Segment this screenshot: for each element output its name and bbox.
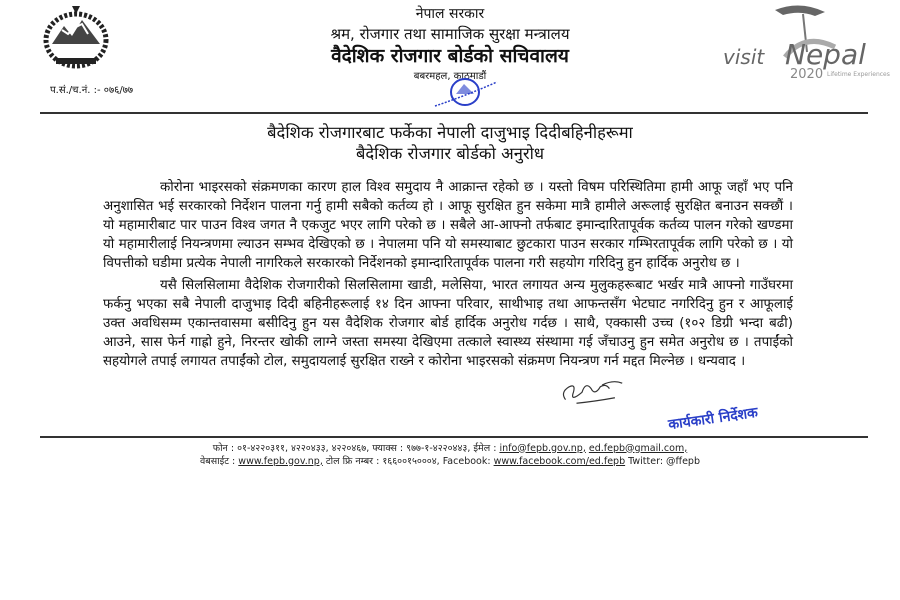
- paragraph-line: अनुरोध गर्दछ । साथै, एक्कासी उच्च (१०२ डिग्री भन्दा बढी) आउने, सास फेर्न गाह्रो: [103, 316, 793, 350]
- svg-text:2020: 2020: [790, 67, 824, 78]
- email-label: ईमेल :: [473, 442, 497, 454]
- footer-web-line: [0, 455, 900, 478]
- office-name: वैदेशिक रोजगार बोर्डको सचिवालय: [331, 45, 569, 67]
- twitter-label: Twitter:: [628, 455, 664, 467]
- government-name: नेपाल सरकार: [415, 6, 485, 22]
- twitter-handle: @ffepb: [666, 455, 700, 467]
- paragraph-line: नेपाली नागरिकले सरकारको निर्देशनको इमान्दारितापूर्वक पालना गरी सहयोग गरिदिनु हुन: [220, 256, 642, 271]
- paragraph-line: यस्तो विषम परिस्थितिमा हामी आफू जहाँ भए पनि अनुशासित भई सरकारको निर्देशन: [103, 180, 793, 214]
- visit-nepal-2020-logo: [715, 2, 895, 78]
- paragraph-line: कोरोना भाइरसको संक्रमणका कारण हाल विश्व समुदाय नै आक्रान्त रहेको छ ।: [160, 180, 544, 195]
- paragraph-line: पालना गर्नु हामी सबैको कर्तव्य हो । आफू सुरक्षित हुन सकेमा मात्रै हामीले अरूलाई: [270, 199, 671, 214]
- handwritten-signature: [555, 374, 630, 406]
- notice-body: [103, 178, 793, 371]
- email-link-info[interactable]: info@fepb.gov.np,: [499, 442, 586, 454]
- website-link[interactable]: www.fepb.gov.np,: [238, 455, 323, 467]
- paragraph-line: परेको छ । सबैले आ-आफ्नो तर्फबाट इमान्दारितापूर्वक कर्तव्य पालन गरेको खण्डमा यो: [103, 218, 793, 252]
- phone-label: फोन :: [212, 442, 235, 454]
- fax-number: ९७७-१-४२२०४४३,: [406, 442, 471, 454]
- svg-text:Nepal: Nepal: [785, 38, 866, 71]
- paragraph-line: सुरक्षित बनाउन सक्छौं । यो महामारीबाट पार पाउन विश्व जगत नै एकजुट भएर लागि: [103, 199, 793, 233]
- office-address: बबरमहल, काठमाडौं: [413, 71, 487, 82]
- reference-number: प.सं./च.नं. :- ०७६/७७: [50, 85, 134, 96]
- notice-subtitle: बैदेशिक रोजगार बोर्डको अनुरोध: [355, 144, 545, 163]
- paragraph-line: र आफूलाई उक्त अवधिसम्म एकान्तवासमा बसीदिनु हुन यस वैदेशिक रोजगार बोर्ड हार्दिक: [103, 297, 793, 331]
- notice-title: बैदेशिक रोजगारबाट फर्केका नेपाली दाजुभाइ दिदीबहिनीहरूमा: [267, 123, 633, 142]
- paragraph-line: सुरक्षित राख्ने र कोरोना भाइरसको संक्रमण नियन्त्रण गर्न मद्दत मिल्नेछ । धन्यवाद ।: [350, 354, 746, 369]
- paragraph-line: अन्य मुलुकहरूबाट भर्खर मात्रै आफ्नो गाउँघरमा फर्कनु भएका सबै नेपाली दाजुभाइ दिदी: [103, 278, 793, 312]
- footer-divider: [40, 436, 868, 438]
- paragraph-line: महामारीलाई नियन्त्रणमा ल्याउन सम्भव देखिएको छ । नेपालमा पनि यो समस्याबाट: [118, 237, 513, 252]
- paragraph-line: यसै सिलसिलामा वैदेशिक रोजगारीको सिलसिलामा खाडी, मलेसिया, भारत लगायत: [160, 278, 559, 293]
- email-link-ed[interactable]: ed.fepb@gmail.com,: [588, 442, 688, 454]
- ministry-name: श्रम, रोजगार तथा सामाजिक सुरक्षा मन्त्रालय: [330, 25, 570, 43]
- website-label: वेबसाईट :: [200, 455, 236, 467]
- facebook-link[interactable]: www.facebook.com/ed.fepb: [493, 455, 626, 467]
- paragraph-line: हार्दिक अनुरोध छ ।: [646, 256, 740, 271]
- office-stamp: [425, 76, 505, 110]
- notice-titles: [0, 114, 900, 164]
- facebook-label: Facebook:: [442, 455, 491, 467]
- letterhead: [0, 0, 900, 112]
- paragraph-line: हुने, निरन्तर खोकी लाग्ने जस्ता समस्या देखिएमा तत्काले स्वास्थ्य संस्थामा गई जँचाउनु: [217, 335, 635, 350]
- paragraph-2: [103, 276, 793, 371]
- tollfree-label: टोल फ्रि नम्बर :: [325, 455, 380, 467]
- paragraph-line: छुटकारा पाउन सरकार गम्भिरतापूर्वक लागि परेको छ । यो विपत्तीको घडीमा प्रत्येक: [103, 237, 794, 271]
- signature-block: [0, 374, 900, 436]
- paragraph-1: [103, 178, 793, 273]
- fax-label: फ्याक्स :: [372, 442, 404, 454]
- svg-text:Lifetime Experiences: Lifetime Experiences: [827, 71, 890, 78]
- svg-text:visit: visit: [723, 45, 765, 69]
- paragraph-line: हुन समेत अनुरोध छ । तपाईंको सहयोगले तपाई लगायत तपाईंको टोल, समुदायलाई: [103, 335, 793, 369]
- phone-numbers: ०१-४२२०३११, ४२२०४३३, ४२२०४६७,: [237, 442, 370, 454]
- footer-contact-line: [0, 442, 900, 455]
- signatory-designation: कार्यकारी निर्देशक: [667, 404, 759, 434]
- paragraph-line: बहिनीहरूलाई १४ दिन आफ्ना परिवार, साथीभाइ तथा आफन्तसँग भेटघाट नगरिदिनु हुन: [303, 297, 734, 312]
- tollfree-number: १६६००१५०००४,: [382, 455, 440, 467]
